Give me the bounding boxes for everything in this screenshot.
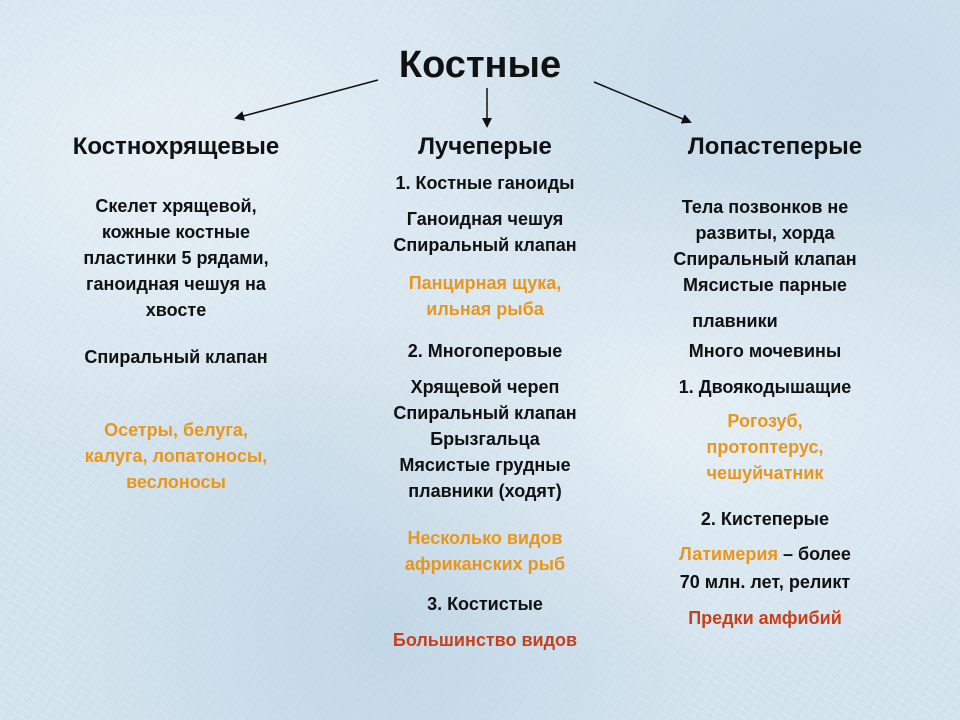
group-holostei-title: 1. Костные ганоиды — [395, 173, 575, 193]
latimeria-age: 70 млн. лет, реликт — [679, 572, 851, 592]
example-line: калуга, лопатоносы, — [84, 446, 268, 466]
latimeria-rest: – более — [782, 544, 851, 564]
group-dipnoi-title: 1. Двоякодышащие — [678, 377, 852, 397]
trait-line: Спиральный клапан — [673, 249, 857, 269]
trait-line: Мясистые парные — [683, 275, 847, 295]
trait-line: пластинки 5 рядами, — [83, 248, 269, 268]
example-line: чешуйчатник — [706, 463, 824, 483]
latimeria-name: Латимерия — [679, 544, 778, 564]
trait-line: Брызгальца — [430, 429, 540, 449]
arrow-right — [594, 82, 690, 122]
group-crossopterygii-title: 2. Кистеперые — [700, 509, 830, 529]
sarcopterygii-fins: плавники — [692, 311, 778, 331]
sarcopterygii-urea: Много мочевины — [688, 341, 842, 361]
dipnoi-examples — [620, 408, 910, 486]
trait-line: развиты, хорда — [695, 223, 835, 243]
chondrostei-examples — [30, 417, 322, 495]
example-line: ильная рыба — [426, 299, 544, 319]
trait-line: Скелет хрящевой, — [95, 196, 257, 216]
chondrostei-valve: Спиральный клапан — [84, 347, 268, 367]
trait-line: Спиральный клапан — [393, 403, 577, 423]
polypteri-traits — [345, 374, 625, 504]
polypteri-examples — [345, 525, 625, 577]
trait-line: кожные костные — [101, 222, 251, 242]
trait-line: Ганоидная чешуя — [406, 209, 564, 229]
example-line: Осетры, белуга, — [104, 420, 248, 440]
ancestors-note: Предки амфибий — [688, 608, 842, 628]
heading-sarcopterygii: Лопастеперые — [687, 133, 863, 160]
example-line: протоптерус, — [706, 437, 824, 457]
group-teleostei-title: 3. Костистые — [427, 594, 543, 614]
teleostei-example: Большинство видов — [392, 630, 578, 650]
trait-line: Спиральный клапан — [393, 235, 577, 255]
sarcopterygii-traits — [620, 194, 910, 298]
chondrostei-traits — [30, 193, 322, 323]
trait-line: Тела позвонков не — [681, 197, 849, 217]
trait-line: Хрящевой череп — [410, 377, 560, 397]
trait-line: плавники (ходят) — [408, 481, 562, 501]
example-line: Панцирная щука, — [408, 273, 562, 293]
example-line: Рогозуб, — [727, 411, 803, 431]
trait-line: Мясистые грудные — [399, 455, 571, 475]
group-polypteri-title: 2. Многоперовые — [407, 341, 563, 361]
holostei-traits — [345, 206, 625, 258]
example-line: веслоносы — [126, 472, 226, 492]
latimeria-line — [620, 541, 910, 567]
page-title: Костные — [398, 44, 562, 86]
holostei-examples — [345, 270, 625, 322]
example-line: Несколько видов — [407, 528, 563, 548]
trait-line: ганоидная чешуя на — [86, 274, 266, 294]
example-line: африканских рыб — [404, 554, 566, 574]
heading-chondrostei: Костнохрящевые — [72, 133, 280, 160]
trait-line: хвосте — [145, 300, 207, 320]
heading-actinopterygii: Лучеперые — [418, 133, 552, 160]
